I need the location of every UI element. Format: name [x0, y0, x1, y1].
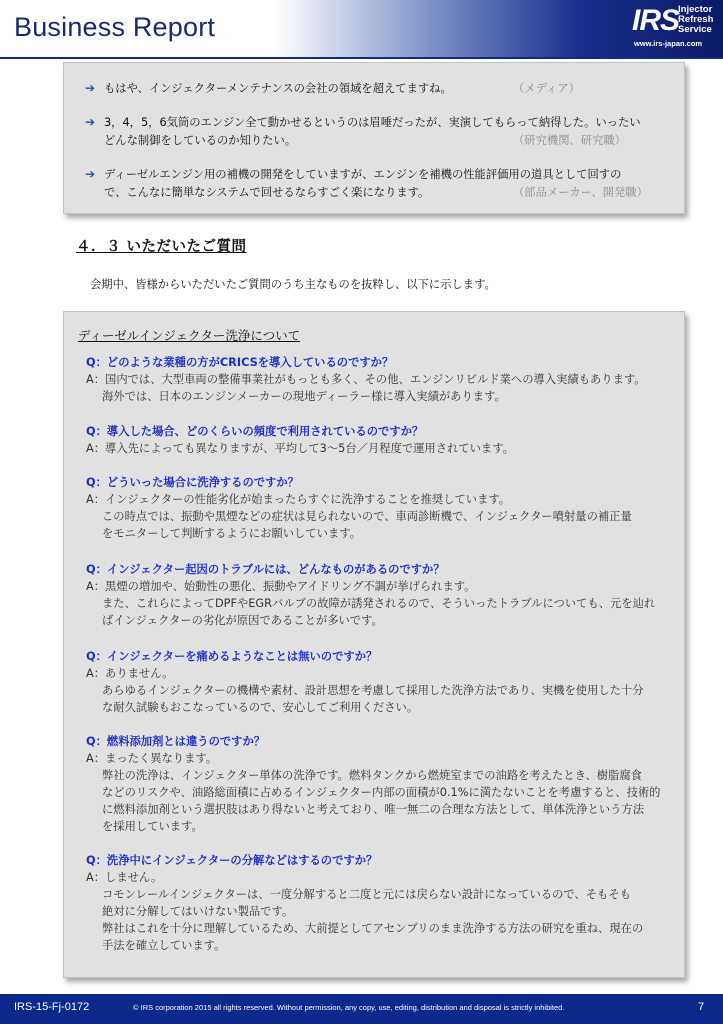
report-title: Business Report — [14, 12, 216, 42]
visitor-comments-box — [63, 62, 685, 214]
faq-answer: A：国内では、大型車両の整備事業社がもっとも多く、その他、エンジンリビルド業への導入実績もあります。 — [86, 373, 646, 386]
header-rule — [0, 57, 723, 59]
faq-answer-line: ばインジェクターの劣化が原因であることが多いです。 — [102, 614, 383, 627]
faq-answer-line: 弊社はこれを十分に理解しているため、大前提としてアセンブリのまま洗浄する方法の研究を重ね、現在の — [102, 922, 644, 935]
comment-source: （研究機関、研究職） — [513, 133, 626, 147]
logo-mark: IRS — [632, 4, 680, 37]
faq-question: Q：インジェクター起因のトラブルには、どんなものがあるのですか？ — [86, 563, 445, 576]
faq-answer: A：黒煙の増加や、始動性の悪化、振動やアイドリング不調が挙げられます。 — [86, 580, 476, 593]
faq-answer-line: あらゆるインジェクターの機構や素材、設計思想を考慮して採用した洗浄方法であり、実機を使用した十分 — [102, 684, 644, 697]
faq-answer-line: 絶対に分解してはいけない製品です。 — [102, 905, 294, 918]
comment-source: （メディア） — [513, 82, 580, 95]
faq-heading: ディーゼルインジェクター洗浄について — [78, 328, 301, 343]
faq-answer-line: 海外では、日本のエンジンメーカーの現地ディーラー様に導入実績があります。 — [102, 390, 506, 403]
faq-question: Q：どのような業種の方がCRICSを導入しているのですか？ — [86, 356, 394, 369]
faq-box — [63, 311, 685, 978]
faq-item — [86, 355, 676, 405]
document-id: IRS-15-Fj-0172 — [14, 1001, 90, 1013]
faq-answer: A：ありません。 — [86, 667, 174, 680]
faq-answer-line: この時点では、振動や黒煙などの症状は見られないので、車両診断機で、インジェクター噴射量の補正量 — [102, 510, 632, 523]
comment-text: 3，4，5，6気筒のエンジン全て動かせるというのは眉唾だったが、実演してもらって納得した。いったい — [104, 116, 641, 129]
arrow-right-icon: ➔ — [85, 167, 96, 181]
copyright-notice: © IRS corporation 2015 all rights reserved. Without permission, any copy, use, editing, distribution and disposal is strictly inhibited. — [133, 1003, 565, 1012]
comment-text: ディーゼルエンジン用の補機の開発をしていますが、エンジンを補機の性能評価用の道具として回すの — [104, 168, 622, 181]
comment-item — [85, 166, 684, 201]
arrow-right-icon: ➔ — [85, 81, 96, 95]
logo-word: Refresh — [678, 14, 714, 25]
logo-word: Service — [678, 24, 712, 35]
comment-source: （部品メーカー、開発職） — [513, 185, 648, 199]
faq-answer-line: コモンレールインジェクターは、一度分解すると二度と元には戻らない設計になっているので、そもそも — [102, 888, 631, 901]
comment-text: どんな制御をしているのか知りたい。 — [104, 133, 297, 147]
faq-answer-line: などのリスクや、油路総面積に占めるインジェクター内部の面積が0.1%に満たないことを考慮すると、技術的 — [102, 786, 661, 799]
logo-url: www.irs-japan.com — [634, 39, 703, 48]
faq-question: Q：洗浄中にインジェクターの分解などはするのですか？ — [86, 854, 378, 867]
faq-item — [86, 649, 676, 716]
comment-text: で、こんなに簡単なシステムで回せるならすごく楽になります。 — [104, 185, 430, 199]
faq-answer: A：導入先によっても異なりますが、平均して3～5台／月程度で運用されています。 — [86, 442, 514, 455]
report-header — [0, 0, 723, 57]
faq-question: Q：どういった場合に洗浄するのですか？ — [86, 476, 299, 489]
comment-item — [85, 114, 684, 149]
faq-answer-line: を採用しています。 — [102, 820, 203, 833]
faq-answer-line: な耐久試験もおこなっているので、安心してご利用ください。 — [102, 701, 419, 714]
faq-question: Q：導入した場合、どのくらいの頻度で利用されているのですか？ — [86, 425, 424, 438]
faq-answer-line: 手法を確立しています。 — [102, 939, 226, 952]
page-number: 7 — [698, 1001, 705, 1013]
faq-item — [86, 853, 676, 954]
section-intro: 会期中、皆様からいただいたご質問のうち主なものを抜粋し、以下に示します。 — [90, 278, 496, 291]
faq-answer: A：インジェクターの性能劣化が始まったらすぐに洗浄することを推奨しています。 — [86, 493, 511, 506]
logo-word: Injector — [678, 4, 713, 15]
faq-item — [86, 475, 676, 542]
faq-answer: A：しません。 — [86, 871, 163, 884]
logo-words — [678, 5, 713, 35]
faq-answer-line: 弊社の洗浄は、インジェクター単体の洗浄です。燃料タンクから燃焼室までの油路を考えたとき、樹脂腐食 — [102, 769, 642, 782]
faq-answer-line: をモニターして判断するようにお願いしています。 — [102, 527, 361, 540]
faq-question: Q：燃料添加剤とは違うのですか？ — [86, 735, 266, 748]
section-title: ４．３ いただいたご質問 — [76, 239, 247, 255]
faq-answer: A：まったく異なります。 — [86, 752, 218, 765]
report-footer — [0, 994, 723, 1024]
comment-text: もはや、インジェクターメンテナンスの会社の領域を超えてますね。 — [104, 82, 452, 95]
irs-logo — [632, 4, 720, 52]
arrow-right-icon: ➔ — [85, 115, 96, 129]
faq-question: Q：インジェクターを痛めるようなことは無いのですか？ — [86, 650, 378, 663]
faq-item — [86, 734, 676, 835]
comment-item — [85, 80, 684, 98]
faq-answer-line: また、これらによってDPFやEGRバルブの故障が誘発されるので、そういったトラブルについても、元を辿れ — [102, 597, 656, 610]
faq-answer-line: に燃料添加剤という選択肢はあり得ないと考えており、唯一無二の合理な方法として、単体洗浄という方法 — [102, 803, 645, 816]
faq-item — [86, 562, 676, 629]
faq-item — [86, 424, 676, 457]
